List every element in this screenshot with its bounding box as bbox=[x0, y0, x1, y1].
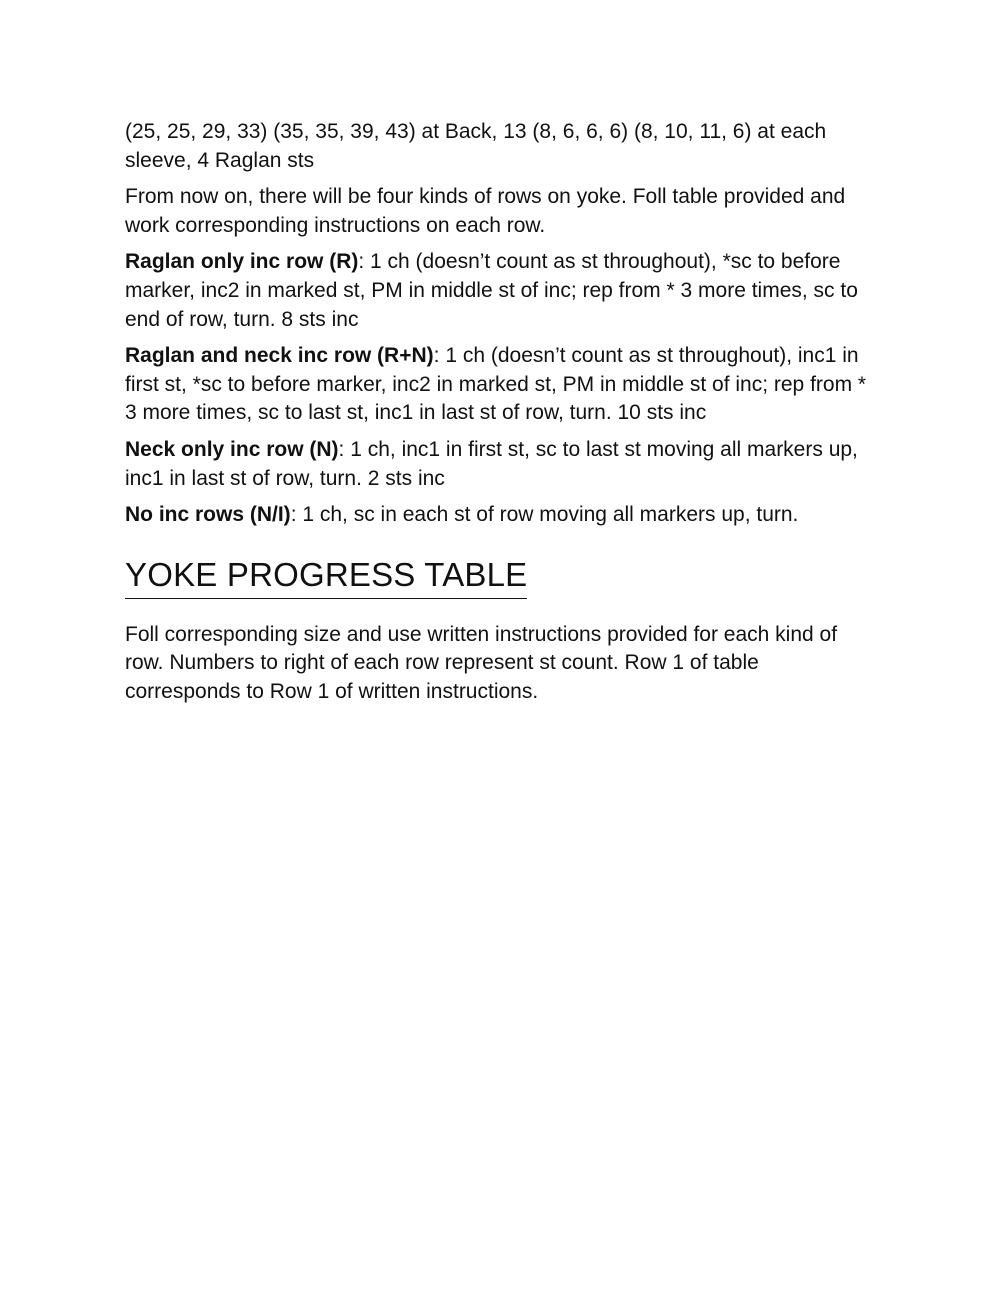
row-type-instructions: : 1 ch (doesn’t count as st throughout), inc1 in first st, *sc to before marker, inc2 in marked st, PM in middle st of inc; rep from * 3 more times, sc to last st, inc1 in last st of row, turn. 10 sts inc bbox=[125, 344, 867, 425]
row-type-instructions: : 1 ch, inc1 in first st, sc to last st moving all markers up, inc1 in last st of row, turn. 2 sts inc bbox=[125, 437, 858, 490]
row-type-name: Raglan and neck inc row (R+N) bbox=[125, 344, 434, 368]
row-type-neck-only bbox=[125, 436, 877, 493]
section-heading-wrapper bbox=[125, 538, 877, 599]
section-heading: YOKE PROGRESS TABLE bbox=[125, 556, 527, 599]
row-type-instructions: : 1 ch (doesn’t count as st throughout), *sc to before marker, inc2 in marked st, PM in middle st of inc; rep from * 3 more times, sc to end of row, turn. 8 sts inc bbox=[125, 250, 858, 331]
row-type-name: Raglan only inc row (R) bbox=[125, 250, 359, 274]
row-type-name: No inc rows (N/I) bbox=[125, 503, 291, 527]
document-page bbox=[125, 118, 877, 715]
section-paragraph: Foll corresponding size and use written instructions provided for each kind of row. Numbers to right of each row represent st count. Row 1 of table corresponds to Row 1 of written instructions. bbox=[125, 622, 838, 703]
row-type-raglan-and-neck bbox=[125, 342, 877, 428]
row-type-name: Neck only inc row (N) bbox=[125, 437, 339, 461]
row-type-instructions: : 1 ch, sc in each st of row moving all markers up, turn. bbox=[290, 503, 799, 527]
row-type-no-inc bbox=[125, 501, 877, 530]
row-type-raglan-only bbox=[125, 248, 877, 334]
rows-intro-paragraph: From now on, there will be four kinds of rows on yoke. Foll table provided and work corresponding instructions on each row. bbox=[125, 185, 846, 237]
intro-paragraph: (25, 25, 29, 33) (35, 35, 39, 43) at Back, 13 (8, 6, 6, 6) (8, 10, 11, 6) at each sleeve, 4 Raglan sts bbox=[125, 120, 827, 172]
